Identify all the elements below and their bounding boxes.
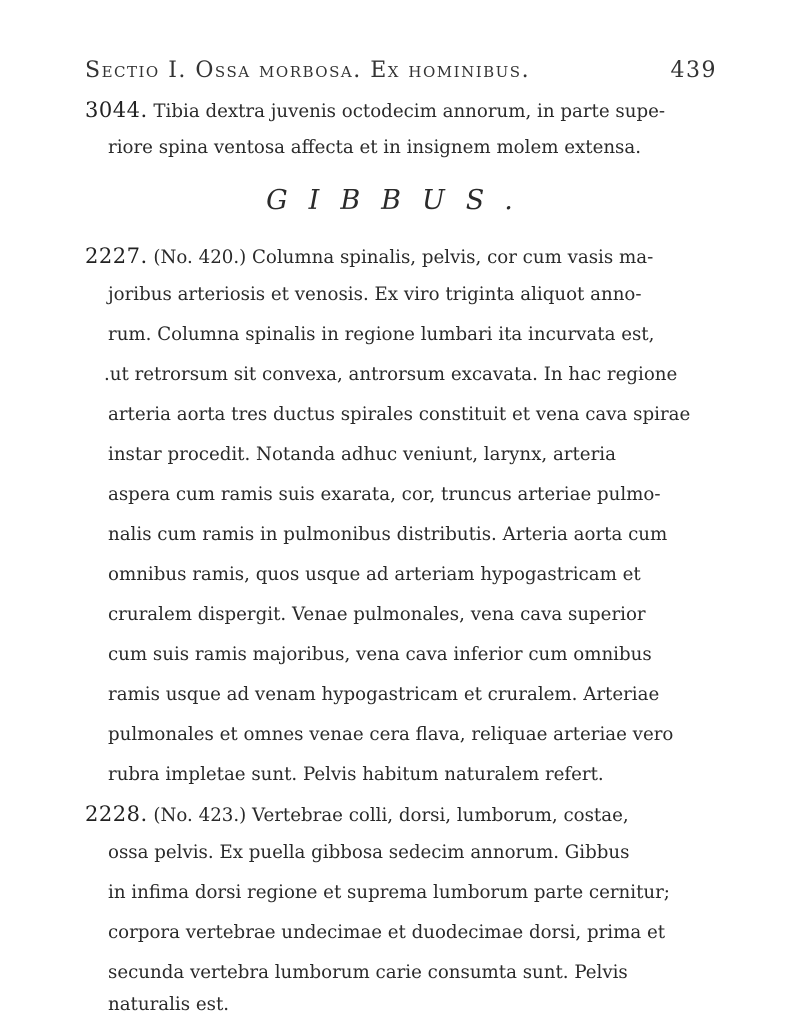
entry-2228-line-4: corpora vertebrae undecimae et duodecimae dorsi, prima et xyxy=(108,922,666,943)
entry-2227-line-8: nalis cum ramis in pulmonibus distributis. Arteria aorta cum xyxy=(108,524,668,545)
running-head xyxy=(85,58,717,98)
entry-text: Tibia dextra juvenis octodecim annorum, in parte supe- xyxy=(153,101,665,122)
entry-3044-line-2: riore spina ventosa affecta et in insignem molem extensa. xyxy=(108,137,642,158)
entry-2227-line-10: cruralem dispergit. Venae pulmonales, vena cava superior xyxy=(108,604,646,625)
entry-2227-line-12: ramis usque ad venam hypogastricam et cruralem. Arteriae xyxy=(108,684,660,705)
entry-number: 3044. xyxy=(85,98,148,122)
entry-2228-line-2: ossa pelvis. Ex puella gibbosa sedecim annorum. Gibbus xyxy=(108,842,630,863)
entry-2227-line-5: arteria aorta tres ductus spirales constituit et vena cava spirae xyxy=(108,404,691,425)
page-number: 439 xyxy=(670,58,717,83)
entry-2227-line-6: instar procedit. Notanda adhuc veniunt, larynx, arteria xyxy=(108,444,616,465)
entry-2227-line-13: pulmonales et omnes venae cera flava, reliquae arteriae vero xyxy=(108,724,674,745)
entry-2228-line-6: naturalis est. xyxy=(108,994,230,1015)
entry-2227-line-11: cum suis ramis majoribus, vena cava inferior cum omnibus xyxy=(108,644,652,665)
entry-2228-line-5: secunda vertebra lumborum carie consumta sunt. Pelvis xyxy=(108,962,628,983)
entry-2227-line-9: omnibus ramis, quos usque ad arteriam hypogastricam et xyxy=(108,564,641,585)
entry-2228-line-1 xyxy=(85,802,629,826)
running-head-title: Sectio I. Ossa morbosa. Ex hominibus. xyxy=(85,58,531,83)
entry-3044-line-1 xyxy=(85,98,665,122)
entry-number: 2228. xyxy=(85,802,148,826)
entry-2227-line-14: rubra impletae sunt. Pelvis habitum naturalem refert. xyxy=(108,764,604,785)
entry-2228-line-3: in infima dorsi regione et suprema lumborum parte cernitur; xyxy=(108,882,670,903)
entry-text: (No. 420.) Columna spinalis, pelvis, cor cum vasis ma- xyxy=(153,247,654,268)
section-heading: GIBBUS. xyxy=(266,185,534,216)
entry-2227-line-3: rum. Columna spinalis in regione lumbari ita incurvata est, xyxy=(108,324,655,345)
entry-number: 2227. xyxy=(85,244,148,268)
entry-2227-line-4: .ut retrorsum sit convexa, antrorsum excavata. In hac regione xyxy=(104,364,678,385)
entry-text: (No. 423.) Vertebrae colli, dorsi, lumborum, costae, xyxy=(153,805,629,826)
entry-2227-line-7: aspera cum ramis suis exarata, cor, truncus arteriae pulmo- xyxy=(108,484,661,505)
entry-2227-line-1 xyxy=(85,244,653,268)
entry-2227-line-2: joribus arteriosis et venosis. Ex viro triginta aliquot anno- xyxy=(108,284,642,305)
